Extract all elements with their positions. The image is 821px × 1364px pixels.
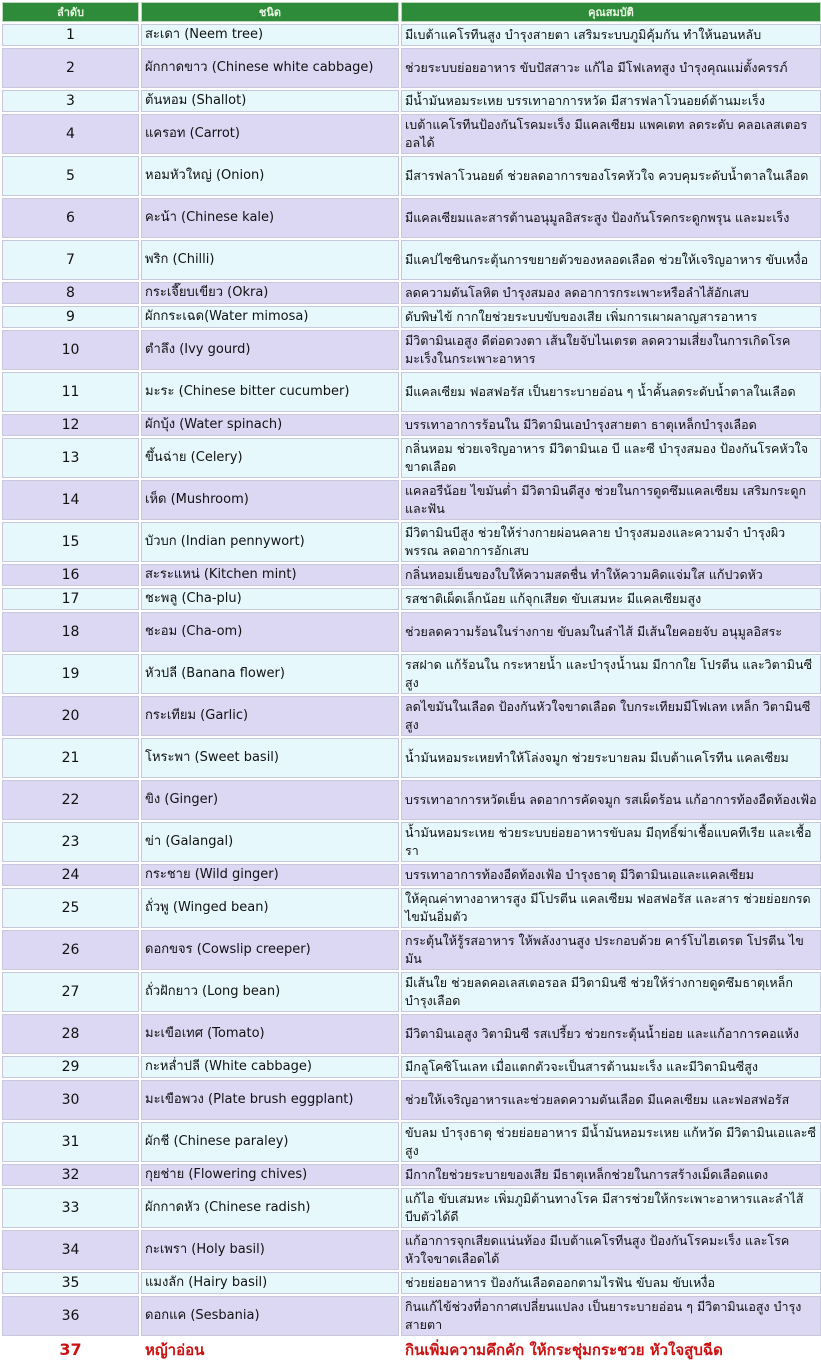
row-number-cell: 1 (2, 24, 139, 46)
vegetable-name-cell: เห็ด (Mushroom) (141, 480, 399, 520)
row-number-cell: 34 (2, 1230, 139, 1270)
final-row-number: 37 (2, 1338, 139, 1362)
row-number-cell: 14 (2, 480, 139, 520)
properties-cell: ดับพิษไข้ กากใยช่วยระบบขับของเสีย เพิ่มการเผาผลาญสารอาหาร (401, 306, 821, 328)
properties-cell: แก้อาการจุกเสียดแน่นท้อง มีเบต้าแคโรทีนสูง ป้องกันโรคมะเร็ง และโรคหัวใจขาดเลือดได้ (401, 1230, 821, 1270)
row-number-cell: 24 (2, 864, 139, 886)
properties-cell: เบต้าแคโรทีนป้องกันโรคมะเร็ง มีแคลเซียม แพคเตท ลดระดับ คลอเลสเตอรอลได้ (401, 114, 821, 154)
row-number-cell: 4 (2, 114, 139, 154)
final-row (2, 1338, 821, 1362)
row-number-cell: 6 (2, 198, 139, 238)
row-number-cell: 26 (2, 930, 139, 970)
header-properties: คุณสมบัติ (401, 2, 821, 22)
vegetable-name-cell: มะระ (Chinese bitter cucumber) (141, 372, 399, 412)
table-row (2, 1014, 821, 1054)
vegetable-name-cell: คะน้า (Chinese kale) (141, 198, 399, 238)
final-row-properties: กินเพิ่มความคึกคัก ให้กระชุ่มกระชวย หัวใจสูบฉีด (401, 1338, 821, 1362)
properties-cell: บรรเทาอาการท้องอืดท้องเฟ้อ บำรุงธาตุ มีวิตามินเอและแคลเซียม (401, 864, 821, 886)
table-row (2, 1080, 821, 1120)
table-row (2, 588, 821, 610)
header-number: ลำดับ (2, 2, 139, 22)
vegetable-name-cell: แครอท (Carrot) (141, 114, 399, 154)
properties-cell: มีกากใยช่วยระบายของเสีย มีธาตุเหล็กช่วยในการสร้างเม็ดเลือดแดง (401, 1164, 821, 1186)
properties-cell: มีแคลเซียม ฟอสฟอรัส เป็นยาระบายอ่อน ๆ น้ำคั้นลดระดับน้ำตาลในเลือด (401, 372, 821, 412)
properties-cell: มีเบต้าแคโรทีนสูง บำรุงสายตา เสริมระบบภูมิคุ้มกัน ทำให้นอนหลับ (401, 24, 821, 46)
vegetable-name-cell: ขิง (Ginger) (141, 780, 399, 820)
table-row (2, 372, 821, 412)
properties-cell: มีสารฟลาโวนอยด์ ช่วยลดอาการของโรคหัวใจ ควบคุมระดับน้ำตาลในเลือด (401, 156, 821, 196)
vegetable-name-cell: กระชาย (Wild ginger) (141, 864, 399, 886)
table-row (2, 738, 821, 778)
vegetable-name-cell: บัวบก (Indian pennywort) (141, 522, 399, 562)
vegetable-name-cell: ตำลึง (Ivy gourd) (141, 330, 399, 370)
table-row (2, 888, 821, 928)
table-row (2, 1122, 821, 1162)
properties-cell: ช่วยระบบย่อยอาหาร ขับปัสสาวะ แก้ไอ มีโฟเลทสูง บำรุงคุณแม่ตั้งครรภ์ (401, 48, 821, 88)
row-number-cell: 23 (2, 822, 139, 862)
table-row (2, 198, 821, 238)
row-number-cell: 18 (2, 612, 139, 652)
vegetable-name-cell: ดอกแค (Sesbania) (141, 1296, 399, 1336)
table-row (2, 1164, 821, 1186)
table-row (2, 438, 821, 478)
row-number-cell: 20 (2, 696, 139, 736)
table-row (2, 696, 821, 736)
vegetable-name-cell: สะระแหน่ (Kitchen mint) (141, 564, 399, 586)
vegetable-name-cell: ชะอม (Cha-om) (141, 612, 399, 652)
properties-cell: มีวิตามินเอสูง วิตามินซี รสเปรี้ยว ช่วยกระตุ้นน้ำย่อย และแก้อาการคอแห้ง (401, 1014, 821, 1054)
vegetable-name-cell: กระเจี๊ยบเขียว (Okra) (141, 282, 399, 304)
table-row (2, 48, 821, 88)
vegetable-name-cell: กระเทียม (Garlic) (141, 696, 399, 736)
table-row (2, 114, 821, 154)
properties-cell: แคลอรีน้อย ไขมันต่ำ มีวิตามินดีสูง ช่วยในการดูดซึมแคลเซียม เสริมกระดูกและฟัน (401, 480, 821, 520)
table-header (2, 2, 821, 22)
vegetable-name-cell: โหระพา (Sweet basil) (141, 738, 399, 778)
row-number-cell: 17 (2, 588, 139, 610)
table-row (2, 612, 821, 652)
vegetable-name-cell: ต้นหอม (Shallot) (141, 90, 399, 112)
header-row (2, 2, 821, 22)
properties-cell: บรรเทาอาการร้อนใน มีวิตามินเอบำรุงสายตา ธาตุเหล็กบำรุงเลือด (401, 414, 821, 436)
table-row (2, 414, 821, 436)
properties-cell: ช่วยให้เจริญอาหารและช่วยลดความดันเลือด มีแคลเซียม และฟอสฟอรัส (401, 1080, 821, 1120)
properties-cell: แก้ไอ ขับเสมหะ เพิ่มภูมิต้านทางโรค มีสารช่วยให้กระเพาะอาหารและลำไส้บีบตัวได้ดี (401, 1188, 821, 1228)
properties-cell: กลิ่นหอม ช่วยเจริญอาหาร มีวิตามินเอ บี และซี บำรุงสมอง ป้องกันโรคหัวใจขาดเลือด (401, 438, 821, 478)
row-number-cell: 10 (2, 330, 139, 370)
vegetable-name-cell: กะหล่ำปลี (White cabbage) (141, 1056, 399, 1078)
vegetable-name-cell: ผักกาดขาว (Chinese white cabbage) (141, 48, 399, 88)
properties-cell: มีน้ำมันหอมระเหย บรรเทาอาการหวัด มีสารฟลาโวนอยด์ต้านมะเร็ง (401, 90, 821, 112)
table-row (2, 972, 821, 1012)
table-row (2, 1188, 821, 1228)
row-number-cell: 9 (2, 306, 139, 328)
row-number-cell: 25 (2, 888, 139, 928)
vegetable-name-cell: แมงลัก (Hairy basil) (141, 1272, 399, 1294)
table-row (2, 780, 821, 820)
vegetable-name-cell: ขึ้นฉ่าย (Celery) (141, 438, 399, 478)
header-type: ชนิด (141, 2, 399, 22)
properties-cell: มีกลูโคซิโนเลท เมื่อแตกตัวจะเป็นสารต้านมะเร็ง และมีวิตามินซีสูง (401, 1056, 821, 1078)
table-row (2, 156, 821, 196)
row-number-cell: 28 (2, 1014, 139, 1054)
table-row (2, 1056, 821, 1078)
row-number-cell: 32 (2, 1164, 139, 1186)
vegetable-name-cell: ผักกระเฉด(Water mimosa) (141, 306, 399, 328)
table-row (2, 90, 821, 112)
row-number-cell: 12 (2, 414, 139, 436)
row-number-cell: 21 (2, 738, 139, 778)
row-number-cell: 22 (2, 780, 139, 820)
row-number-cell: 35 (2, 1272, 139, 1294)
properties-cell: มีเส้นใย ช่วยลดคอเลสเตอรอล มีวิตามินซี ช่วยให้ร่างกายดูดซึมธาตุเหล็ก บำรุงเลือด (401, 972, 821, 1012)
properties-cell: กลิ่นหอมเย็นของใบให้ความสดชื่น ทำให้ความคิดแจ่มใส แก้ปวดหัว (401, 564, 821, 586)
table-row (2, 654, 821, 694)
vegetable-name-cell: ถั่วพู (Winged bean) (141, 888, 399, 928)
row-number-cell: 27 (2, 972, 139, 1012)
properties-cell: ขับลม บำรุงธาตุ ช่วยย่อยอาหาร มีน้ำมันหอมระเหย แก้หวัด มีวิตามินเอและซีสูง (401, 1122, 821, 1162)
properties-cell: มีวิตามินบีสูง ช่วยให้ร่างกายผ่อนคลาย บำรุงสมองและความจำ บำรุงผิวพรรณ ลดอาการอักเสบ (401, 522, 821, 562)
properties-cell: ให้คุณค่าทางอาหารสูง มีโปรตีน แคลเซียม ฟอสฟอรัส และสาร ช่วยย่อยกรดไขมันอิ่มตัว (401, 888, 821, 928)
table-row (2, 24, 821, 46)
table-row (2, 306, 821, 328)
table-row (2, 330, 821, 370)
table-row (2, 822, 821, 862)
vegetable-name-cell: ถั่วฝักยาว (Long bean) (141, 972, 399, 1012)
properties-cell: ช่วยลดความร้อนในร่างกาย ขับลมในลำไส้ มีเส้นใยคอยจับ อนุมูลอิสระ (401, 612, 821, 652)
table-row (2, 930, 821, 970)
row-number-cell: 2 (2, 48, 139, 88)
properties-cell: มีแคลเซียมและสารต้านอนุมูลอิสระสูง ป้องกันโรคกระดูกพรุน และมะเร็ง (401, 198, 821, 238)
properties-cell: ลดไขมันในเลือด ป้องกันหัวใจขาดเลือด ใบกระเทียมมีโฟเลท เหล็ก วิตามินซีสูง (401, 696, 821, 736)
vegetable-name-cell: ชะพลู (Cha-plu) (141, 588, 399, 610)
row-number-cell: 3 (2, 90, 139, 112)
final-row-name: หญ้าอ่อน (141, 1338, 399, 1362)
vegetable-name-cell: ผักชี (Chinese paraley) (141, 1122, 399, 1162)
row-number-cell: 19 (2, 654, 139, 694)
row-number-cell: 8 (2, 282, 139, 304)
vegetable-name-cell: ผักกาดหัว (Chinese radish) (141, 1188, 399, 1228)
table-body (2, 24, 821, 1362)
vegetable-name-cell: ผักบุ้ง (Water spinach) (141, 414, 399, 436)
vegetable-name-cell: ดอกขจร (Cowslip creeper) (141, 930, 399, 970)
vegetable-name-cell: หอมหัวใหญ่ (Onion) (141, 156, 399, 196)
vegetable-name-cell: ข่า (Galangal) (141, 822, 399, 862)
row-number-cell: 11 (2, 372, 139, 412)
table-row (2, 480, 821, 520)
table-row (2, 1296, 821, 1336)
row-number-cell: 36 (2, 1296, 139, 1336)
properties-cell: น้ำมันหอมระเหย ช่วยระบบย่อยอาหารขับลม มีฤทธิ์ฆ่าเชื้อแบคทีเรีย และเชื้อรา (401, 822, 821, 862)
vegetable-name-cell: พริก (Chilli) (141, 240, 399, 280)
vegetable-name-cell: มะเขือพวง (Plate brush eggplant) (141, 1080, 399, 1120)
row-number-cell: 16 (2, 564, 139, 586)
table-row (2, 864, 821, 886)
properties-cell: กระตุ้นให้รู้รสอาหาร ให้พลังงานสูง ประกอบด้วย คาร์โบไฮเดรต โปรตีน ไขมัน (401, 930, 821, 970)
row-number-cell: 31 (2, 1122, 139, 1162)
vegetable-name-cell: กะเพรา (Holy basil) (141, 1230, 399, 1270)
row-number-cell: 15 (2, 522, 139, 562)
properties-cell: มีวิตามินเอสูง ดีต่อดวงตา เส้นใยจับไนเตรต ลดความเสี่ยงในการเกิดโรคมะเร็งในกระเพาะอาหาร (401, 330, 821, 370)
row-number-cell: 13 (2, 438, 139, 478)
table-row (2, 564, 821, 586)
properties-cell: ลดความดันโลหิต บำรุงสมอง ลดอาการกระเพาะหรือลำไส้อักเสบ (401, 282, 821, 304)
properties-cell: บรรเทาอาการหวัดเย็น ลดอาการคัดจมูก รสเผ็ดร้อน แก้อาการท้องอืดท้องเฟ้อ (401, 780, 821, 820)
table-row (2, 282, 821, 304)
properties-cell: รสชาติเผ็ดเล็กน้อย แก้จุกเสียด ขับเสมหะ มีแคลเซียมสูง (401, 588, 821, 610)
vegetable-name-cell: สะเดา (Neem tree) (141, 24, 399, 46)
row-number-cell: 7 (2, 240, 139, 280)
table-row (2, 1230, 821, 1270)
row-number-cell: 33 (2, 1188, 139, 1228)
row-number-cell: 30 (2, 1080, 139, 1120)
properties-cell: กินแก้ไข้ช่วงที่อากาศเปลี่ยนแปลง เป็นยาระบายอ่อน ๆ มีวิตามินเอสูง บำรุงสายตา (401, 1296, 821, 1336)
vegetable-name-cell: หัวปลี (Banana flower) (141, 654, 399, 694)
properties-cell: มีแคปไซซินกระตุ้นการขยายตัวของหลอดเลือด ช่วยให้เจริญอาหาร ขับเหงื่อ (401, 240, 821, 280)
row-number-cell: 5 (2, 156, 139, 196)
vegetable-name-cell: กุยช่าย (Flowering chives) (141, 1164, 399, 1186)
vegetable-name-cell: มะเขือเทศ (Tomato) (141, 1014, 399, 1054)
properties-cell: รสฝาด แก้ร้อนใน กระหายน้ำ และบำรุงน้ำนม มีกากใย โปรตีน และวิตามินซีสูง (401, 654, 821, 694)
properties-cell: ช่วยย่อยอาหาร ป้องกันเลือดออกตามไรฟัน ขับลม ขับเหงื่อ (401, 1272, 821, 1294)
properties-cell: น้ำมันหอมระเหยทำให้โล่งจมูก ช่วยระบายลม มีเบต้าแคโรทีน แคลเซียม (401, 738, 821, 778)
row-number-cell: 29 (2, 1056, 139, 1078)
table-row (2, 1272, 821, 1294)
table-row (2, 240, 821, 280)
table-row (2, 522, 821, 562)
